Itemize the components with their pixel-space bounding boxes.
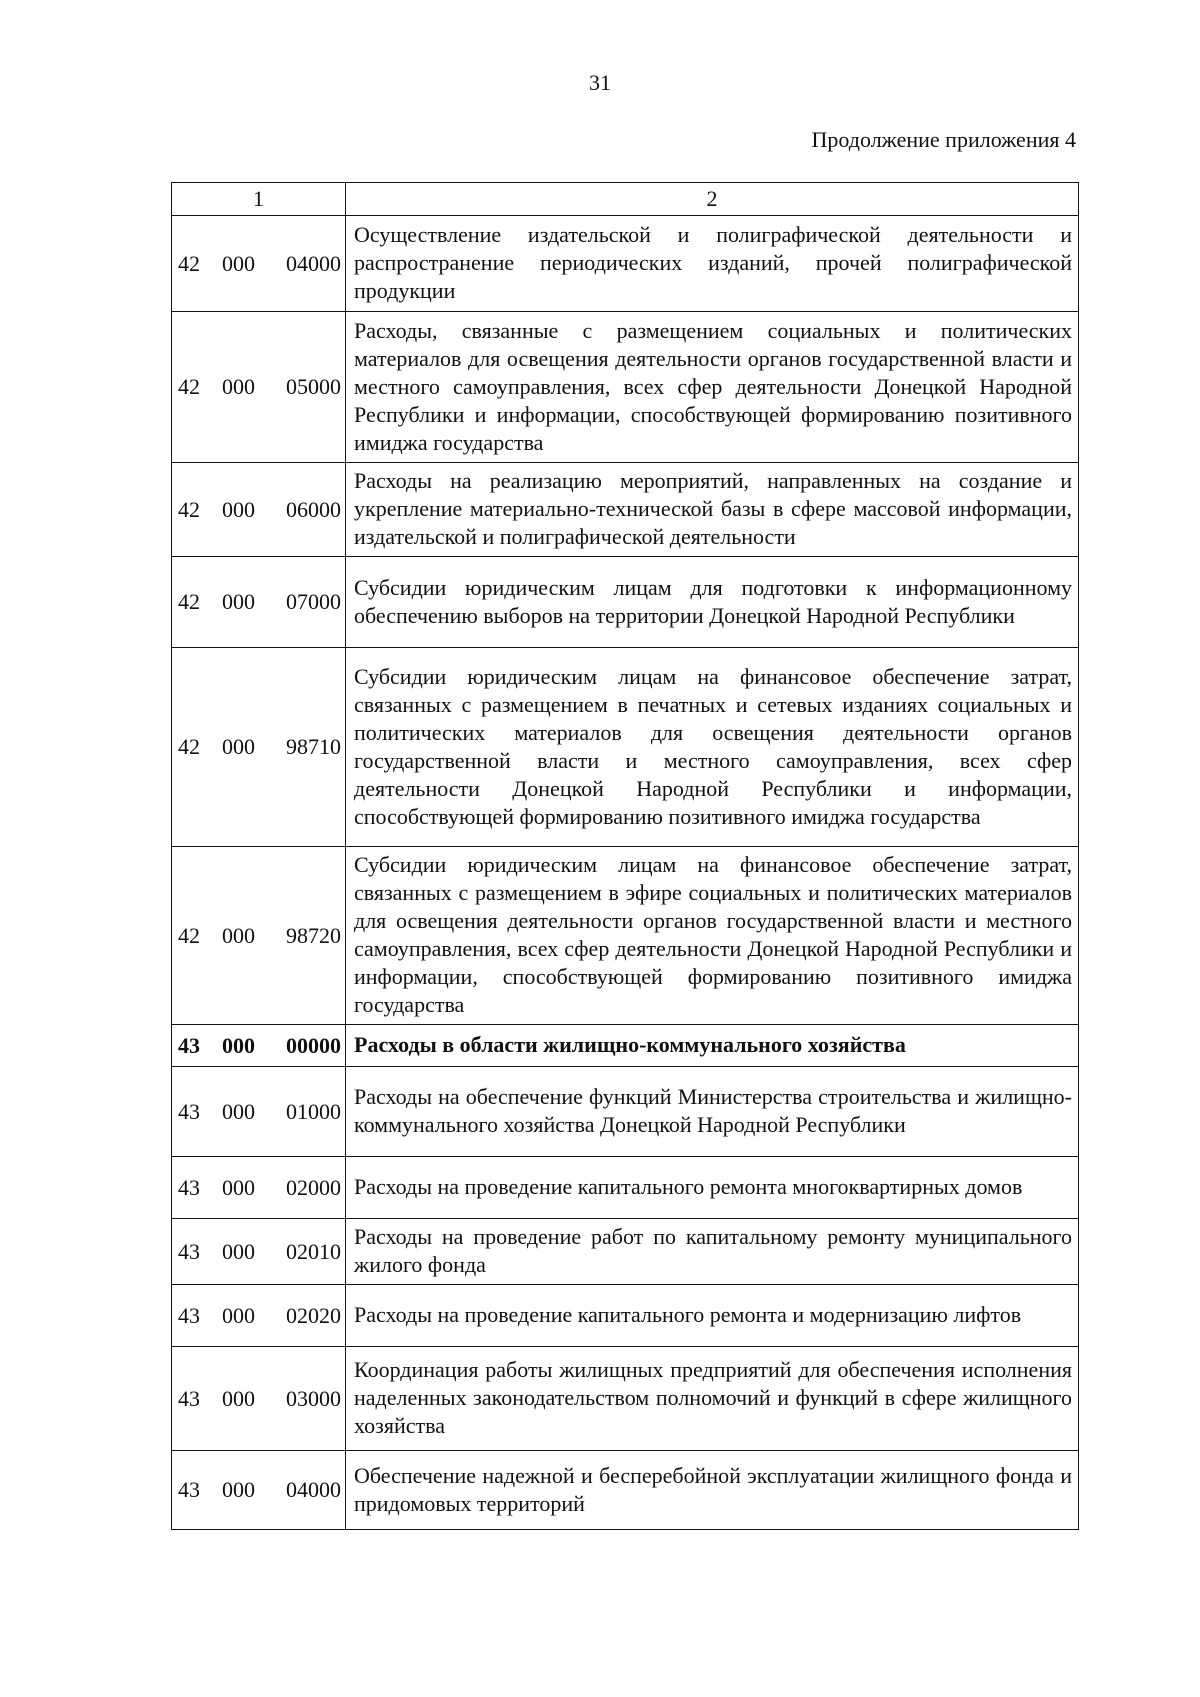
code-segment-c: 07000 — [286, 589, 341, 614]
budget-code-cell — [172, 1067, 346, 1157]
code-segment-b: 000 — [222, 1238, 255, 1264]
table-row — [172, 1067, 1079, 1157]
table-row — [172, 557, 1079, 648]
code-segment-c: 98720 — [286, 922, 341, 948]
expense-description-cell: Обеспечение надежной и бесперебойной эксплуатации жилищного фонда и придомовых территорий — [346, 1451, 1079, 1530]
code-segment-a: 42 — [178, 922, 200, 948]
expense-description-cell: Расходы на проведение капитального ремонта многоквартирных домов — [346, 1157, 1079, 1219]
table-row — [172, 1347, 1079, 1451]
table-row — [172, 1157, 1079, 1219]
header-column-2: 2 — [346, 183, 1079, 216]
table-row — [172, 1451, 1079, 1530]
header-column-1: 1 — [172, 183, 346, 216]
budget-code-cell — [172, 1285, 346, 1347]
code-segment-c: 01000 — [286, 1098, 341, 1124]
table-row — [172, 312, 1079, 463]
code-segment-a: 42 — [178, 250, 200, 276]
code-segment-b: 000 — [222, 1477, 255, 1502]
code-segment-b: 000 — [222, 496, 255, 522]
code-segment-b: 000 — [222, 374, 255, 399]
code-segment-b: 000 — [222, 1174, 255, 1200]
code-segment-a: 43 — [178, 1477, 200, 1502]
expense-description-cell: Субсидии юридическим лицам для подготовки к информационному обеспечению выборов на территории Донецкой Народной Республики — [346, 557, 1079, 648]
expense-description-cell: Субсидии юридическим лицам на финансовое обеспечение затрат, связанных с размещением в эфире социальных и политических материалов для освещения деятельности органов государственной власти и местного самоуправления, всех сфер деятельности Донецкой Народной Республики и информации, способствующей формированию позитивного имиджа государства — [346, 847, 1079, 1025]
budget-code-cell — [172, 312, 346, 463]
code-segment-a: 43 — [178, 1238, 200, 1264]
expense-description-cell: Расходы на проведение работ по капитальному ремонту муниципального жилого фонда — [346, 1219, 1079, 1285]
expense-description-cell: Координация работы жилищных предприятий для обеспечения исполнения наделенных законодательством полномочий и функций в сфере жилищного хозяйства — [346, 1347, 1079, 1451]
code-segment-b: 000 — [222, 250, 255, 276]
budget-code-cell — [172, 557, 346, 648]
code-segment-c: 05000 — [286, 374, 341, 399]
expense-description-cell: Субсидии юридическим лицам на финансовое обеспечение затрат, связанных с размещением в печатных и сетевых изданиях социальных и политических материалов для освещения деятельности органов государственной власти и местного самоуправления, всех сфер деятельности Донецкой Народной Республики и информации, способствующей формированию позитивного имиджа государства — [346, 648, 1079, 847]
table-header-row — [172, 183, 1079, 216]
code-segment-a: 42 — [178, 496, 200, 522]
appendix-continuation-note: Продолжение приложения 4 — [811, 127, 1076, 152]
table-row — [172, 463, 1079, 557]
budget-code-cell — [172, 1451, 346, 1530]
code-segment-c: 02010 — [286, 1238, 341, 1264]
budget-code-cell — [172, 463, 346, 557]
budget-code-cell — [172, 1157, 346, 1219]
code-segment-a: 43 — [178, 1302, 200, 1328]
code-segment-b: 000 — [222, 1302, 255, 1328]
budget-code-cell — [172, 1347, 346, 1451]
budget-codes-table — [171, 182, 1079, 1530]
expense-description-cell: Расходы на обеспечение функций Министерства строительства и жилищно-коммунального хозяйства Донецкой Народной Республики — [346, 1067, 1079, 1157]
code-segment-a: 43 — [178, 1385, 200, 1411]
page-number: 31 — [589, 70, 611, 95]
code-segment-c: 00000 — [286, 1032, 341, 1058]
expense-description-cell: Расходы, связанные с размещением социальных и политических материалов для освещения деятельности органов государственной власти и местного самоуправления, всех сфер деятельности Донецкой Народной Республики и информации, способствующей формированию позитивного имиджа государства — [346, 312, 1079, 463]
code-segment-a: 42 — [178, 734, 200, 759]
budget-code-cell — [172, 847, 346, 1025]
expense-description-cell: Расходы на реализацию мероприятий, направленных на создание и укрепление материально-технической базы в сфере массовой информации, издательской и полиграфической деятельности — [346, 463, 1079, 557]
table-row — [172, 216, 1079, 312]
code-segment-c: 98710 — [286, 734, 341, 759]
code-segment-b: 000 — [222, 589, 255, 614]
code-segment-b: 000 — [222, 1032, 255, 1058]
code-segment-c: 02020 — [286, 1302, 341, 1328]
code-segment-b: 000 — [222, 922, 255, 948]
table-row — [172, 1025, 1079, 1067]
table-row — [172, 648, 1079, 847]
code-segment-c: 03000 — [286, 1385, 341, 1411]
code-segment-c: 02000 — [286, 1174, 341, 1200]
budget-code-cell — [172, 216, 346, 312]
code-segment-a: 43 — [178, 1032, 200, 1058]
code-segment-b: 000 — [222, 1385, 255, 1411]
code-segment-c: 04000 — [286, 1477, 341, 1502]
code-segment-c: 06000 — [286, 496, 341, 522]
code-segment-a: 43 — [178, 1098, 200, 1124]
code-segment-a: 42 — [178, 374, 200, 399]
table-body — [172, 216, 1079, 1530]
code-segment-b: 000 — [222, 1098, 255, 1124]
budget-code-cell — [172, 1025, 346, 1067]
table-row — [172, 1219, 1079, 1285]
code-segment-a: 42 — [178, 589, 200, 614]
expense-description-cell: Расходы в области жилищно-коммунального хозяйства — [346, 1025, 1079, 1067]
expense-description-cell: Осуществление издательской и полиграфической деятельности и распространение периодических изданий, прочей полиграфической продукции — [346, 216, 1079, 312]
budget-code-cell — [172, 1219, 346, 1285]
table-row — [172, 847, 1079, 1025]
code-segment-b: 000 — [222, 734, 255, 759]
code-segment-a: 43 — [178, 1174, 200, 1200]
budget-code-cell — [172, 648, 346, 847]
code-segment-c: 04000 — [286, 250, 341, 276]
expense-description-cell: Расходы на проведение капитального ремонта и модернизацию лифтов — [346, 1285, 1079, 1347]
table-row — [172, 1285, 1079, 1347]
